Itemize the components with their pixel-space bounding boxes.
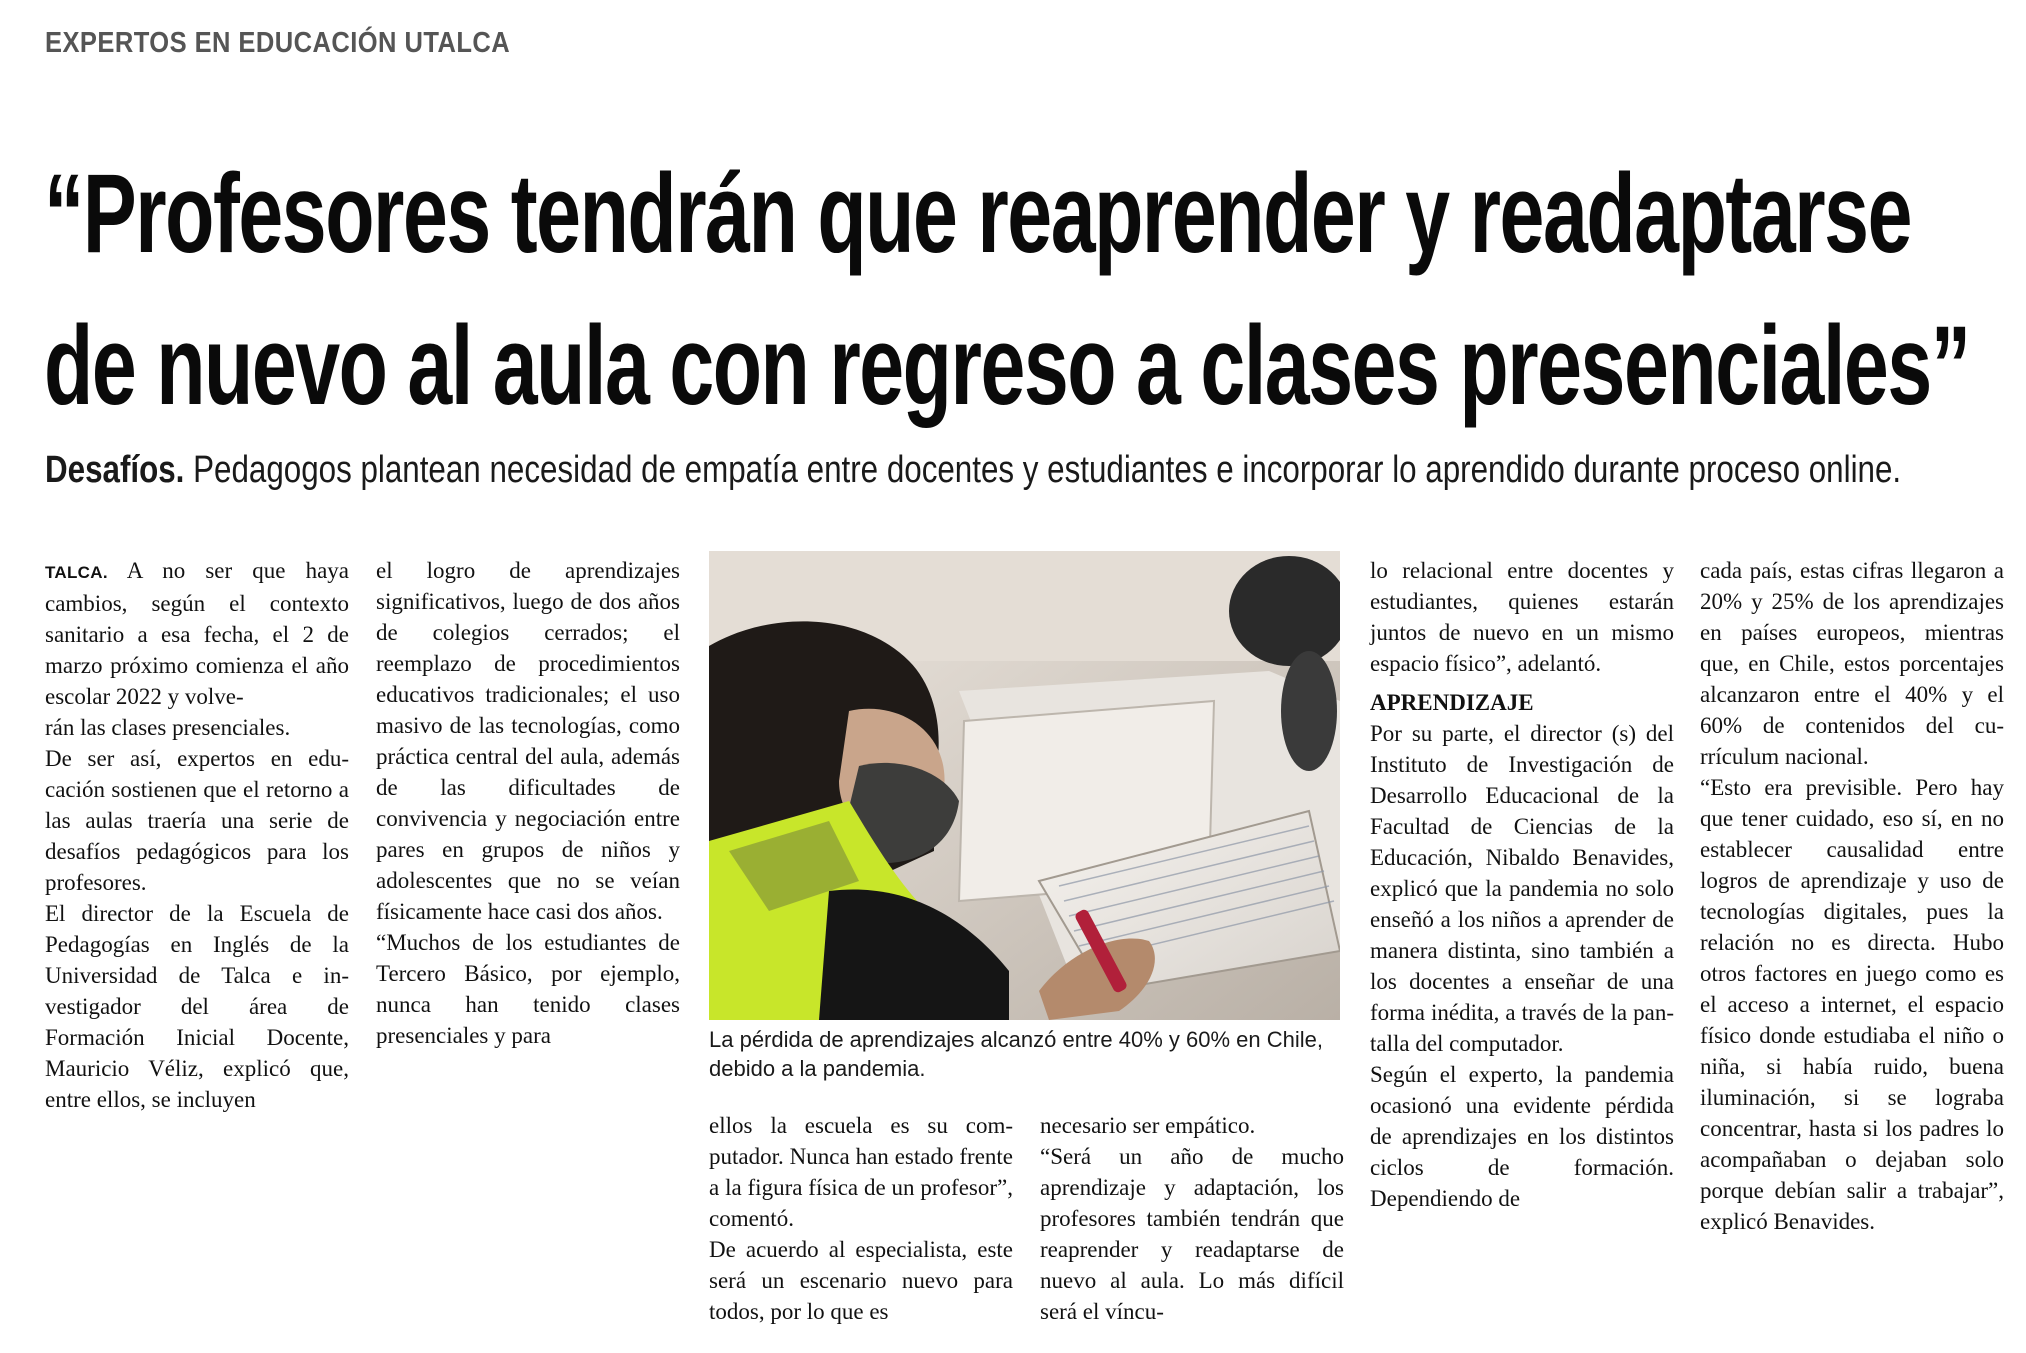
paragraph: “Esto era previsible. Pero hay que tener cuidado, eso sí, en no establecer causalidad entre logros de aprendizaje y uso de tecnologías digitales, pues la relación no es directa. Hubo otros factores en juego como es el acceso a internet, el espacio físico donde estudiaba el niño o niña, si había ruido, buena iluminación, si se lograba concentrar, hasta si los padres lo acompañaban o dejaban solo porque debían salir a trabajar”, explicó Benavides. [1700,775,2004,1234]
paragraph [45,555,349,712]
paragraph: lo relacional entre docentes y estudiantes, quienes estarán juntos de nuevo en un mismo espacio físico”, adelantó. [1370,558,1674,676]
paragraph: cada país, estas cifras llegaron a 20% y 25% de los aprendizajes en países europeos, mientras que, en Chile, estos porcentajes alcanzaron entre el 40% y el 60% de contenidos del currículum nacional. [1700,558,2004,769]
section-kicker: EXPERTOS EN EDUCACIÓN UTALCA [45,27,511,59]
article-column-5 [1370,555,1674,1214]
paragraph: el logro de aprendizajes significativos, luego de dos años de colegios cerrados; el reemplazo de procedimientos educativos tradicionales; el uso masivo de las tecnologías, como práctica central del aula, además de las dificultades de convivencia y negociación entre pares en grupos de niños y adolescentes que no se veían físicamente hace casi dos años. [376,558,680,924]
article-column-1 [45,555,349,1115]
headline-line-1: “Profesores tendrán que reaprender y readaptarse [44,151,1911,276]
paragraph: Según el experto, la pandemia ocasionó una evidente pérdida de aprendizajes en los distintos ciclos de formación. Dependiendo de [1370,1062,1674,1211]
paragraph-text: A no ser que haya cambios, según el contexto sanitario a esa fecha, el 2 de marzo próximo comienza el año escolar 2022 y volve- [45,558,349,709]
deck-text: Pedagogos plantean necesidad de empatía entre docentes y estudiantes e incorporar lo aprendido durante proceso online. [184,449,1902,491]
article-column-3 [709,1110,1013,1327]
paragraph: De acuerdo al especialista, este será un escenario nuevo para todos, por lo que es [709,1237,1013,1324]
article-column-4 [1040,1110,1344,1327]
paragraph: necesario ser empático. [1040,1113,1256,1138]
paragraph: “Muchos de los estudiantes de Tercero Básico, por ejemplo, nunca han tenido clases presenciales y para [376,930,680,1048]
deck [45,449,1901,492]
paragraph-text: rán las clases presenciales. [45,715,291,740]
article-column-2 [376,555,680,1051]
deck-label: Desafíos. [45,449,185,491]
paragraph: De ser así, expertos en educación sostienen que el retorno a las aulas traería una serie de desafíos pedagógicos para los profesores. [45,746,349,895]
paragraph: ellos la escuela es su computador. Nunca han estado frente a la figura física de un profesor”, comentó. [709,1113,1013,1231]
paragraph: “Será un año de mucho aprendizaje y adaptación, los profesores también tendrán que reaprender y readaptarse de nuevo al aula. Lo más difícil será el víncu- [1040,1144,1344,1324]
article-photo [709,551,1340,1020]
headline-line-2: de nuevo al aula con regreso a clases presenciales” [44,303,1970,428]
headline [44,138,2004,442]
paragraph: Por su parte, el director (s) del Instituto de Investigación de Desarrollo Educacional de la Facultad de Ciencias de la Educación, Nibaldo Benavides, explicó que la pandemia no solo enseñó a los niños a aprender de manera distinta, sino también a los docentes a enseñar de una forma inédita, a través de la pantalla del computador. [1370,721,1674,1056]
article-column-6 [1700,555,2004,1237]
paragraph: El director de la Escuela de Pedagogías en Inglés de la Universidad de Talca e investigador del área de Formación Inicial Docente, Mauricio Véliz, explicó que, entre ellos, se incluyen [45,901,349,1112]
dateline: TALCA. [45,563,108,582]
student-writing-illustration [709,551,1340,1020]
subhead: APRENDIZAJE [1370,690,1534,715]
photo-caption: La pérdida de aprendizajes alcanzó entre 40% y 60% en Chile, debido a la pandemia. [709,1027,1323,1081]
